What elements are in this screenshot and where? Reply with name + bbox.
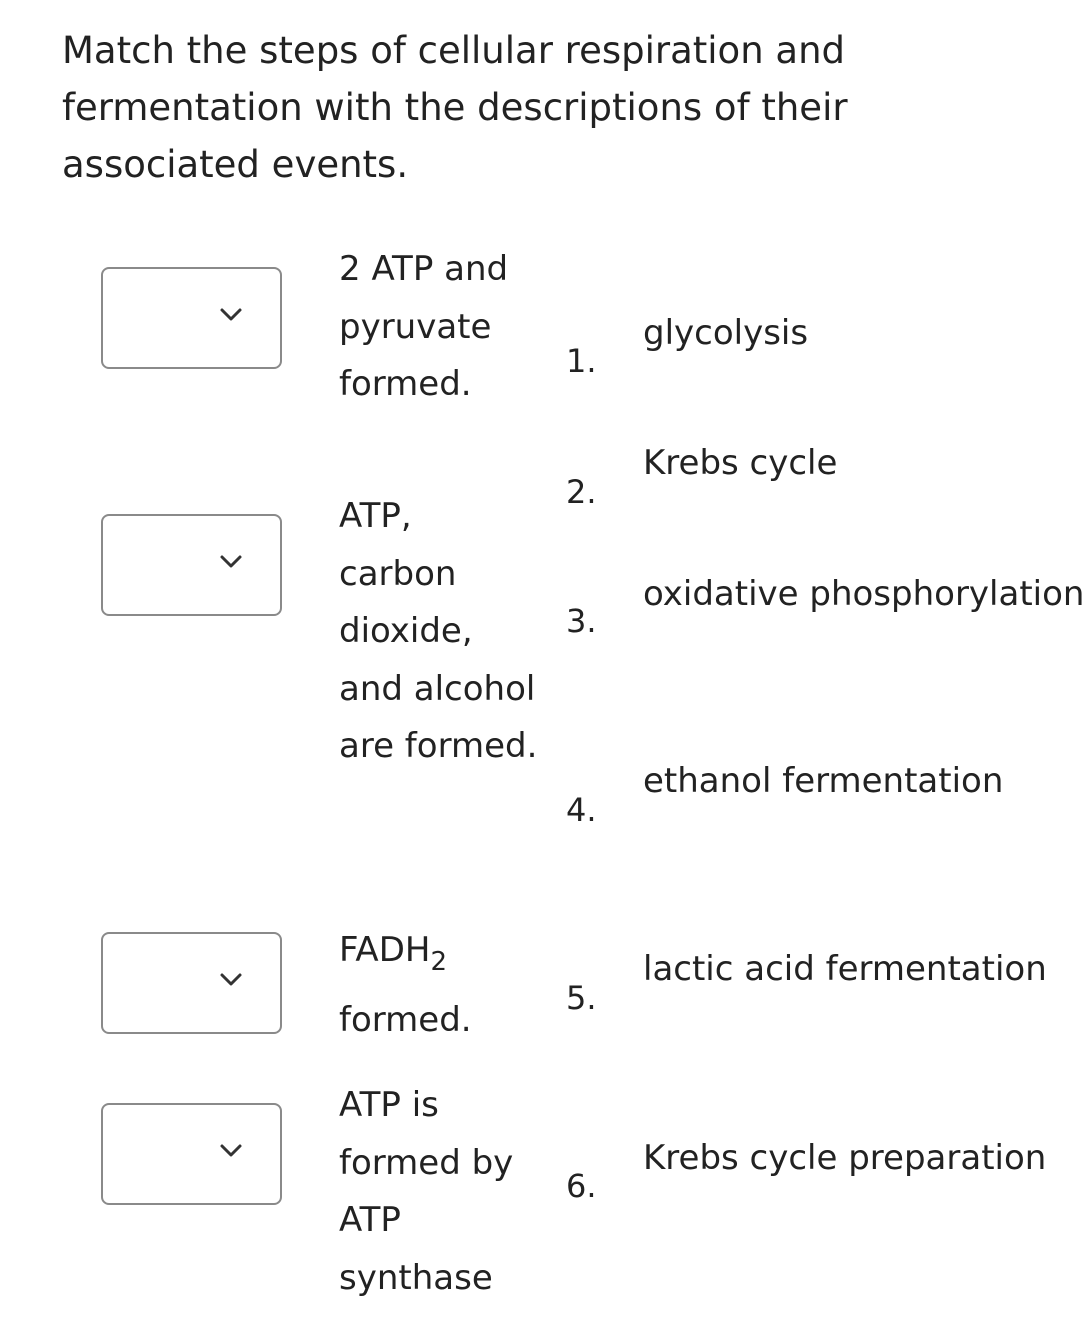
option-number-4: 4.	[566, 791, 597, 829]
chevron-down-icon	[220, 555, 242, 569]
description-3	[339, 922, 539, 1049]
description-4: ATP is formed by ATP synthase	[339, 1085, 514, 1298]
chevron-down-icon	[220, 973, 242, 987]
match-select-2[interactable]	[101, 514, 282, 616]
match-select-3[interactable]	[101, 932, 282, 1034]
description-3-subscript: 2	[430, 947, 447, 977]
option-number-1: 1.	[566, 342, 597, 380]
option-label-4: ethanol fermentation	[643, 761, 1004, 801]
chevron-down-icon	[220, 308, 242, 322]
option-label-6: Krebs cycle preparation	[643, 1138, 1047, 1178]
description-1: 2 ATP and pyruvate formed.	[339, 249, 509, 404]
option-number-5: 5.	[566, 979, 597, 1017]
chevron-down-icon	[220, 1144, 242, 1158]
option-number-3: 3.	[566, 602, 597, 640]
option-label-1: glycolysis	[643, 313, 809, 353]
description-3-main: FADH	[339, 930, 431, 970]
description-2: ATP, carbon dioxide, and alcohol are formed.	[339, 496, 538, 766]
description-3-suffix: formed.	[339, 999, 472, 1040]
option-label-2: Krebs cycle	[643, 443, 838, 483]
option-label-3: oxidative phosphorylation	[643, 574, 1084, 614]
option-number-2: 2.	[566, 473, 597, 511]
match-select-4[interactable]	[101, 1103, 282, 1205]
question-text: Match the steps of cellular respiration and fermentation with the descriptions of their associated events.	[62, 29, 848, 186]
match-select-1[interactable]	[101, 267, 282, 369]
option-label-5: lactic acid fermentation	[643, 949, 1047, 989]
option-number-6: 6.	[566, 1167, 597, 1205]
